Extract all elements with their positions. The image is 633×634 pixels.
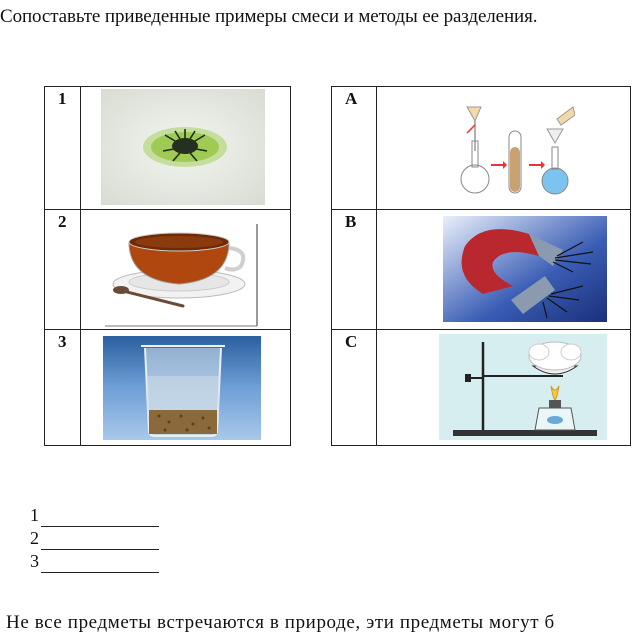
answer-line[interactable] bbox=[30, 550, 159, 573]
method-image-cell bbox=[377, 210, 631, 330]
answer-blank[interactable] bbox=[41, 509, 159, 527]
mixture-number: 2 bbox=[45, 210, 81, 330]
mixtures-table bbox=[44, 86, 291, 446]
method-image-cell bbox=[377, 87, 631, 210]
method-image-cell bbox=[377, 330, 631, 446]
answer-line[interactable] bbox=[30, 527, 159, 550]
iron-filings-sulfur-image bbox=[101, 89, 265, 205]
answer-number: 1 bbox=[30, 505, 39, 525]
next-task-text: Не все предметы встречаются в природе, эти предметы могут б bbox=[6, 612, 555, 633]
answer-blank[interactable] bbox=[41, 555, 159, 573]
answer-blanks bbox=[30, 504, 159, 573]
mixture-image-cell bbox=[81, 87, 291, 210]
method-letter: C bbox=[332, 330, 377, 446]
mixture-image-cell bbox=[81, 210, 291, 330]
filtration-setup-image bbox=[445, 101, 575, 201]
method-letter: A bbox=[332, 87, 377, 210]
answer-line[interactable] bbox=[30, 504, 159, 527]
methods-table bbox=[331, 86, 631, 446]
sand-water-beaker-image bbox=[103, 336, 261, 440]
mixture-image-cell bbox=[81, 330, 291, 446]
answer-blank[interactable] bbox=[41, 532, 159, 550]
mixture-number: 1 bbox=[45, 87, 81, 210]
answer-number: 2 bbox=[30, 528, 39, 548]
method-letter: B bbox=[332, 210, 377, 330]
answer-number: 3 bbox=[30, 551, 39, 571]
magnet-image bbox=[443, 216, 607, 322]
mixture-number: 3 bbox=[45, 330, 81, 446]
task-instruction: Сопоставьте приведенные примеры смеси и методы ее разделения. bbox=[0, 6, 538, 27]
tea-cup-image bbox=[99, 218, 259, 328]
evaporation-setup-image bbox=[439, 334, 607, 440]
